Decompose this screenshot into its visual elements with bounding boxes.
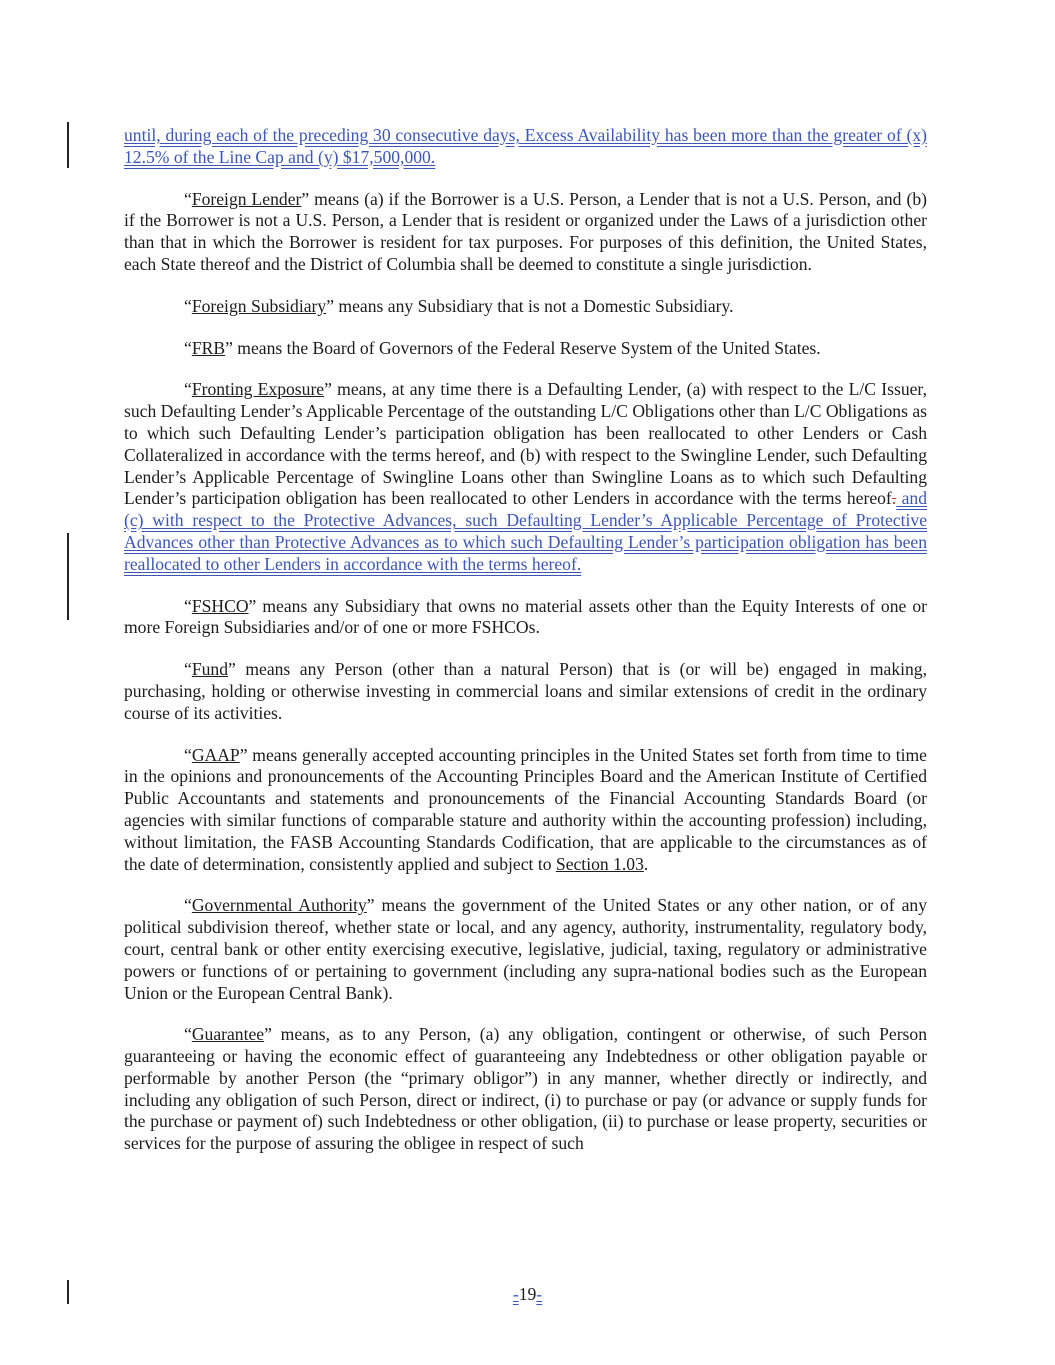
- defined-term: Governmental Authority: [191, 895, 367, 916]
- definition-fund: “Fund” means any Person (other than a natural Person) that is (or will be) engaged in making, purchasing, holding or otherwise investing in commercial loans and similar extensions of credit in the ordinary course of its activities.: [124, 659, 927, 723]
- definition-body: ” means, at any time there is a Defaulting Lender, (a) with respect to the L/C Issuer, such Defaulting Lender’s Applicable Percentage of the outstanding L/C Obligations other than L/C Obligations as to which such Defaulting Lender’s participation obligation has been reallocated to other Lenders or Cash Collateralized in accordance with the terms hereof, and (b) with respect to the Swingline Lender, such Defaulting Lender’s Applicable Percentage of Swingline Loans other than Swingline Loans as to which such Defaulting Lender’s participation obligation has been reallocated to other Lenders in accordance with the terms hereof: [124, 379, 927, 509]
- footer-dash-left: -: [512, 1284, 519, 1304]
- definition-foreign-lender: “Foreign Lender” means (a) if the Borrower is a U.S. Person, a Lender that is not a U.S. Person, and (b) if the Borrower is not a U.S. Person, a Lender that is resident or organized under the Laws of a jurisdiction other than that in which the Borrower is resident for tax purposes. For purposes of this definition, the United States, each State thereof and the District of Columbia shall be deemed to constitute a single jurisdiction.: [124, 188, 928, 274]
- definition-body: ” means (a) if the Borrower is a U.S. Person, a Lender that is not a U.S. Person, and (b) if the Borrower is not a U.S. Person, a Lender that is resident or organized under the Laws of a jurisdiction other than that in which the Borrower is resident for tax purposes. For purposes of this definition, the United States, each State thereof and the District of Columbia shall be deemed to constitute a single jurisdiction.: [124, 188, 928, 274]
- definition-body: ” means, as to any Person, (a) any obligation, contingent or otherwise, of such Person guaranteeing or having the economic effect of guaranteeing any Indebtedness or other obligation payable or performable by another Person (the “primary obligor”) in any manner, whether directly or indirectly, and including any obligation of such Person, direct or indirect, (i) to purchase or pay (or advance or supply funds for the purchase or payment of) such Indebtedness or other obligation, (ii) to purchase or lease property, securities or services for the purpose of assuring the obligee in respect of such: [124, 1024, 927, 1154]
- page-number: 19: [518, 1284, 537, 1304]
- defined-term: FRB: [191, 337, 226, 358]
- inserted-text: until, during each of the preceding 30 consecutive days, Excess Availability has been more than the greater of (x) 12.5% of the Line Cap and (y) $17,500,000.: [124, 125, 927, 167]
- definition-body: ” means the Board of Governors of the Federal Reserve System of the United States.: [225, 337, 821, 358]
- definition-gaap: “GAAP” means generally accepted accounting principles in the United States set forth from time to time in the opinions and pronouncements of the Accounting Principles Board and the American Institute of Certified Public Accountants and statements and pronouncements of the Financial Accounting Standards Board (or agencies with similar functions of comparable stature and authority within the accounting profession) including, without limitation, the FASB Accounting Standards Codification, that are applicable to the circumstances as of the date of determination, consistently applied and subject to Section 1.03.: [124, 744, 927, 874]
- defined-term: Fund: [191, 659, 228, 680]
- defined-term: FSHCO: [191, 595, 249, 616]
- definition-guarantee: “Guarantee” means, as to any Person, (a) any obligation, contingent or otherwise, of such Person guaranteeing or having the economic effect of guaranteeing any Indebtedness or other obligation payable or performable by another Person (the “primary obligor”) in any manner, whether directly or indirectly, and including any obligation of such Person, direct or indirect, (i) to purchase or pay (or advance or supply funds for the purchase or payment of) such Indebtedness or other obligation, (ii) to purchase or lease property, securities or services for the purpose of assuring the obligee in respect of such: [124, 1024, 927, 1154]
- definition-fronting-exposure: “Fronting Exposure” means, at any time there is a Defaulting Lender, (a) with respect to the L/C Issuer, such Defaulting Lender’s Applicable Percentage of the outstanding L/C Obligations other than L/C Obligations as to which such Defaulting Lender’s participation obligation has been reallocated to other Lenders or Cash Collateralized in accordance with the terms hereof, and (b) with respect to the Swingline Lender, such Defaulting Lender’s Applicable Percentage of Swingline Loans other than Swingline Loans as to which such Defaulting Lender’s participation obligation has been reallocated to other Lenders in accordance with the terms hereof. and (c) with respect to the Protective Advances, such Defaulting Lender’s Applicable Percentage of Protective Advances other than Protective Advances as to which such Defaulting Lender’s participation obligation has been reallocated to other Lenders in accordance with the terms hereof.: [124, 379, 927, 574]
- defined-term: Fronting Exposure: [191, 379, 325, 400]
- deleted-text: .: [891, 488, 897, 509]
- definition-fshco: “FSHCO” means any Subsidiary that owns no material assets other than the Equity Interests of one or more Foreign Subsidiaries and/or of one or more FSHCOs.: [124, 595, 927, 638]
- definition-body: ” means any Subsidiary that owns no material assets other than the Equity Interests of one or more Foreign Subsidiaries and/or of one or more FSHCOs.: [124, 595, 927, 638]
- definition-body: ” means the government of the United States or any other nation, or of any political subdivision thereof, whether state or local, and any agency, authority, instrumentality, regulatory body, court, central bank or other entity exercising executive, legislative, judicial, taxing, regulatory or administrative powers or functions of or pertaining to government (including any supra-national bodies such as the European Union or the European Central Bank).: [124, 895, 928, 1003]
- defined-term: Guarantee: [191, 1024, 265, 1045]
- definition-governmental-authority: “Governmental Authority” means the government of the United States or any other nation, or of any political subdivision thereof, whether state or local, and any agency, authority, instrumentality, regulatory body, court, central bank or other entity exercising executive, legislative, judicial, taxing, regulatory or administrative powers or functions of or pertaining to government (including any supra-national bodies such as the European Union or the European Central Bank).: [124, 895, 928, 1003]
- definition-tail: .: [643, 853, 649, 874]
- section-reference-link[interactable]: Section 1.03: [555, 853, 644, 874]
- inserted-text: and (c) with respect to the Protective Advances, such Defaulting Lender’s Applicable Percentage of Protective Advances other than Protective Advances as to which such Defaulting Lender’s participation obligation has been reallocated to other Lenders in accordance with the terms hereof.: [124, 488, 927, 574]
- change-bar-fronting-exposure: [67, 533, 69, 620]
- footer-dash-right: -: [536, 1284, 543, 1304]
- definition-foreign-subsidiary: “Foreign Subsidiary” means any Subsidiary that is not a Domestic Subsidiary.: [184, 295, 734, 316]
- defined-term: Foreign Subsidiary: [191, 295, 327, 316]
- change-bar-intro: [67, 122, 69, 168]
- page-footer: [0, 1284, 1055, 1306]
- intro-paragraph: [124, 125, 927, 169]
- definition-body: ” means generally accepted accounting principles in the United States set forth from time to time in the opinions and pronouncements of the Accounting Principles Board and the American Institute of Certified Public Accountants and statements and pronouncements of the Financial Accounting Standards Board (or agencies with similar functions of comparable stature and authority within the accounting profession) including, without limitation, the FASB Accounting Standards Codification, that are applicable to the circumstances as of the date of determination, consistently applied and subject to: [124, 744, 927, 874]
- defined-term: GAAP: [191, 744, 240, 765]
- definition-body: ” means any Person (other than a natural Person) that is (or will be) engaged in making, purchasing, holding or otherwise investing in commercial loans and similar extensions of credit in the ordinary course of its activities.: [124, 659, 927, 723]
- document-body: [124, 125, 927, 1155]
- definition-body: ” means any Subsidiary that is not a Domestic Subsidiary.: [326, 295, 734, 316]
- definition-frb: “FRB” means the Board of Governors of the Federal Reserve System of the United States.: [184, 337, 821, 358]
- defined-term: Foreign Lender: [191, 188, 302, 209]
